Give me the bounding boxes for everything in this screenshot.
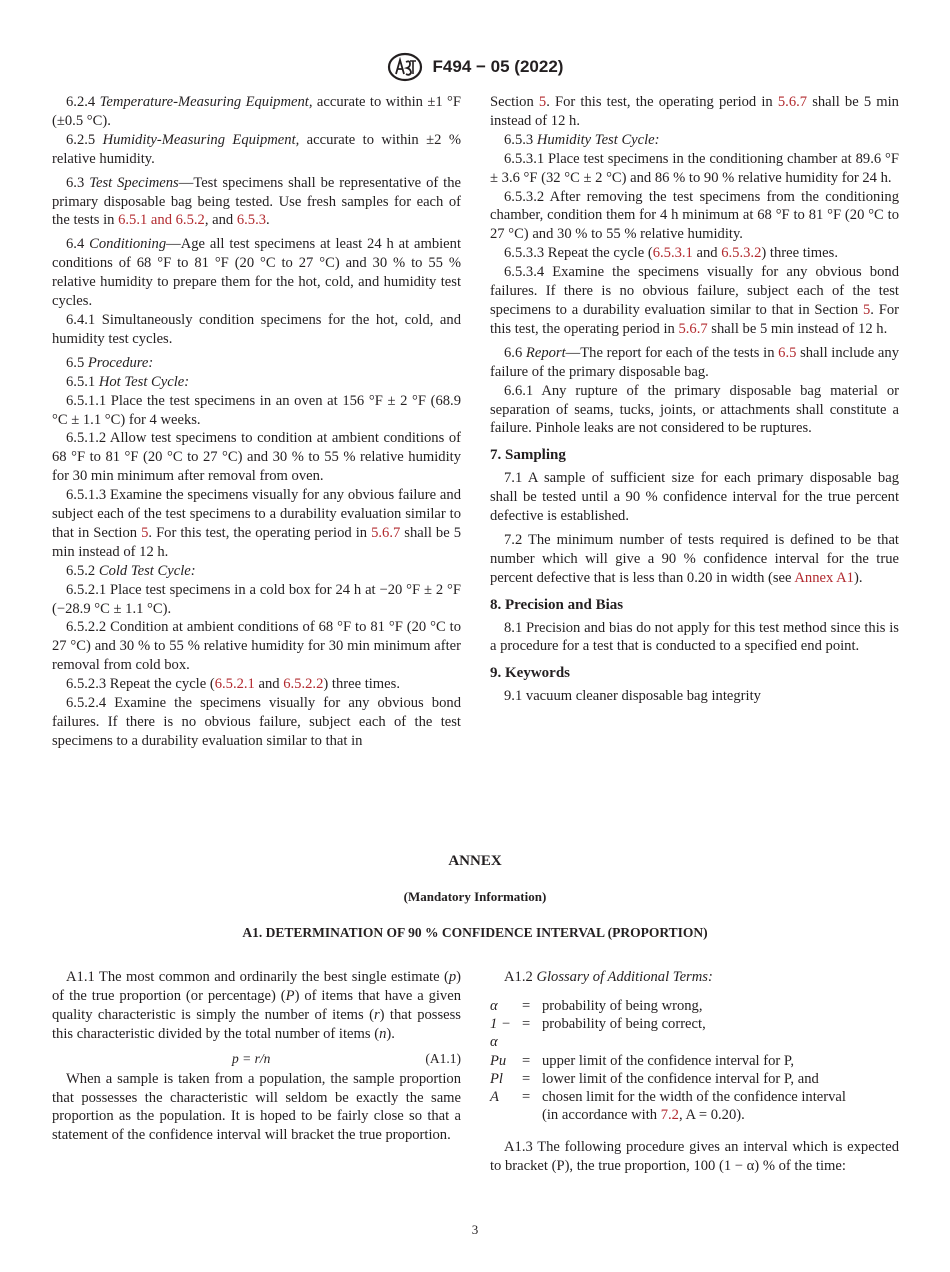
para-6-5-3-2: 6.5.3.2 After removing the test specimens from the conditioning chamber, condition them for 4 h minimum at 68 °F to 81 °F (20 °C to 27 °C) and 30 % to 55 % relative humidity. — [490, 188, 899, 243]
para-6-5: 6.5 Procedure: — [66, 354, 154, 371]
para-6-4: 6.4 Conditioning—Age all test specimens at least 24 h at ambient conditions of 68 °F to 81 °F (20 °C to 27 °C) and 30 % to 55 % relative humidity to prepare them for the hot, cold, and humidity test cycles. — [52, 236, 462, 310]
glossary-item: Pl = lower limit of the confidence interval for P, and — [490, 1070, 819, 1087]
annex-left-column — [52, 968, 461, 1145]
ref-link[interactable]: 5.6.7 — [678, 320, 708, 337]
ref-link[interactable]: 6.5.3.1 — [652, 245, 693, 262]
para-6-5-2-3: 6.5.2.3 Repeat the cycle (6.5.2.1 and 6.5.2.2) three times. — [66, 676, 400, 693]
para-a1-1-cont: When a sample is taken from a population, the sample proportion that possesses the characteristic will seldom be exactly the same proportion as the population. It is hoped to be fairly close so that a statement of the confidence interval will bracket the true proportion. — [52, 1070, 461, 1144]
glossary-item-cont: (in accordance with 7.2, A = 0.20). — [542, 1107, 745, 1124]
annex-title: ANNEX — [448, 853, 502, 869]
ref-link[interactable]: 6.5 — [778, 344, 797, 361]
equation-number: (A1.1) — [425, 1050, 461, 1066]
para-6-5-3-3: 6.5.3.3 Repeat the cycle (6.5.3.1 and 6.5.3.2) three times. — [504, 245, 838, 262]
para-7-2: 7.2 The minimum number of tests required is defined to be that number which will give a 90 % confidence interval for the true percent defective that is less than 0.20 in width (see Annex A1). — [490, 531, 899, 586]
ref-link[interactable]: 7.2 — [660, 1107, 679, 1124]
para-6-5-3: 6.5.3 Humidity Test Cycle: — [504, 131, 660, 148]
right-column — [490, 93, 899, 706]
page-number: 3 — [471, 1222, 479, 1237]
glossary-item: α = probability of being wrong, — [490, 997, 703, 1014]
para-6-6-1: 6.6.1 Any rupture of the primary disposable bag material or separation of seams, tucks, joints, or attachments shall constitute a failure. Pinhole leaks are not considered to be ruptures. — [490, 382, 899, 437]
para-7-1: 7.1 A sample of sufficient size for each primary disposable bag shall be tested until a 90 % confidence interval for the true percent defective is established. — [490, 470, 899, 525]
para-6-5-2-2: 6.5.2.2 Condition at ambient conditions of 68 °F to 81 °F (20 °C to 27 °C) and 30 % to 55 % relative humidity for 30 min minimum after removal from cold box. — [52, 619, 461, 674]
annex-heading: A1. DETERMINATION OF 90 % CONFIDENCE INTERVAL (PROPORTION) — [242, 925, 708, 940]
para-9-1: 9.1 vacuum cleaner disposable bag integrity — [504, 688, 761, 705]
para-a1-2: A1.2 Glossary of Additional Terms: — [504, 969, 713, 985]
para-a1-1: A1.1 The most common and ordinarily the best single estimate (p) of the true proportion (or percentage) (P) of items that have a given quality characteristic is simply the number of items (r) that possess this characteristic divided by the total number of items (n). — [52, 969, 462, 1042]
ref-link[interactable]: 5.6.7 — [777, 94, 808, 110]
glossary-item: 1 − α = probability of being correct, — [490, 1016, 706, 1051]
ref-link[interactable]: 6.5.1 and 6.5.2 — [118, 212, 205, 229]
standard-designation: F494 − 05 (2022) — [432, 57, 564, 76]
ref-link[interactable]: 6.5.3 — [236, 212, 267, 229]
para-6-5-1-1: 6.5.1.1 Place the test specimens in an oven at 156 °F ± 2 °F (68.9 °C ± 1.1 °C) for 4 weeks. — [52, 392, 461, 428]
section-8-heading: 8. Precision and Bias — [490, 596, 624, 613]
ref-link[interactable]: 6.5.2.2 — [283, 676, 324, 693]
ref-link[interactable]: 6.5.3.2 — [721, 245, 762, 262]
equation-formula: p = r/n — [232, 1050, 271, 1066]
para-6-4-1: 6.4.1 Simultaneously condition specimens for the hot, cold, and humidity test cycles. — [52, 311, 461, 347]
left-column — [52, 93, 461, 751]
annex-right-column — [490, 968, 899, 1176]
glossary-item: Pu = upper limit of the confidence interval for P, — [490, 1052, 795, 1069]
glossary-item: A = chosen limit for the width of the confidence interval — [490, 1088, 846, 1105]
astm-logo-icon — [387, 52, 423, 82]
para-6-5-2: 6.5.2 Cold Test Cycle: — [66, 562, 196, 579]
para-6-3: 6.3 Test Specimens—Test specimens shall be representative of the primary disposable bag being tested. Use fresh samples for each of the tests in 6.5.1 and 6.5.2, and 6.5.3. — [52, 174, 462, 229]
para-continued: Section 5. For this test, the operating period in 5.6.7 shall be 5 min instead of 12 h. — [490, 94, 899, 129]
para-6-5-1: 6.5.1 Hot Test Cycle: — [66, 373, 190, 390]
ref-link[interactable]: 5 — [862, 301, 871, 318]
section-7-heading: 7. Sampling — [490, 447, 566, 464]
para-a1-3: A1.3 The following procedure gives an interval which is expected to bracket (P), the true proportion, 100 (1 − α) % of the time: — [490, 1139, 899, 1175]
para-6-5-3-1: 6.5.3.1 Place test specimens in the conditioning chamber at 89.6 °F ± 3.6 °F (32 °C ± 2 °C) and 86 % to 90 % relative humidity for 24 h. — [490, 150, 899, 186]
para-6-2-5: 6.2.5 Humidity-Measuring Equipment, accurate to within ±2 % relative humidity. — [52, 131, 461, 167]
ref-link[interactable]: 5 — [141, 524, 149, 541]
para-6-5-1-3: 6.5.1.3 Examine the specimens visually for any obvious failure and subject each of the test specimens to a durability evaluation similar to that in Section 5. For this test, the operating period in 5.6.7 shall be 5 min instead of 12 h. — [52, 487, 461, 560]
para-8-1: 8.1 Precision and bias do not apply for this test method since this is a procedure for a test that is conducted to a specified end point. — [490, 619, 899, 655]
ref-link[interactable]: 5 — [538, 94, 547, 110]
para-6-5-3-4: 6.5.3.4 Examine the specimens visually for any obvious bond failures. If there is no obvious failure, subject each of the test specimens to a durability evaluation similar to that in Section 5. For this test, the operating period in 5.6.7 shall be 5 min instead of 12 h. — [490, 264, 899, 337]
annex-subtitle: (Mandatory Information) — [403, 889, 547, 904]
section-9-heading: 9. Keywords — [490, 665, 570, 682]
para-6-6: 6.6 Report—The report for each of the tests in 6.5 shall include any failure of the primary disposable bag. — [490, 344, 899, 380]
ref-link[interactable]: Annex A1 — [794, 569, 854, 586]
ref-link[interactable]: 6.5.2.1 — [214, 676, 255, 693]
glossary-list — [490, 997, 899, 1124]
para-6-5-2-1: 6.5.2.1 Place test specimens in a cold box for 24 h at −20 °F ± 2 °F (−28.9 °C ± 1.1 °C). — [52, 581, 461, 617]
page-header — [0, 52, 950, 82]
equation-a1-1 — [52, 1050, 461, 1070]
para-6-5-2-4: 6.5.2.4 Examine the specimens visually for any obvious bond failures. If there is no obvious failure, subject each of the test specimens to a durability evaluation similar to that in — [52, 695, 461, 749]
para-6-5-1-2: 6.5.1.2 Allow test specimens to condition at ambient conditions of 68 °F to 81 °F (20 °C to 27 °C) and 30 % to 55 % relative humidity for 30 min minimum after removal from oven. — [52, 430, 461, 485]
ref-link[interactable]: 5.6.7 — [371, 524, 401, 541]
para-6-2-4: 6.2.4 Temperature-Measuring Equipment, accurate to within ±1 °F (±0.5 °C). — [52, 94, 461, 129]
